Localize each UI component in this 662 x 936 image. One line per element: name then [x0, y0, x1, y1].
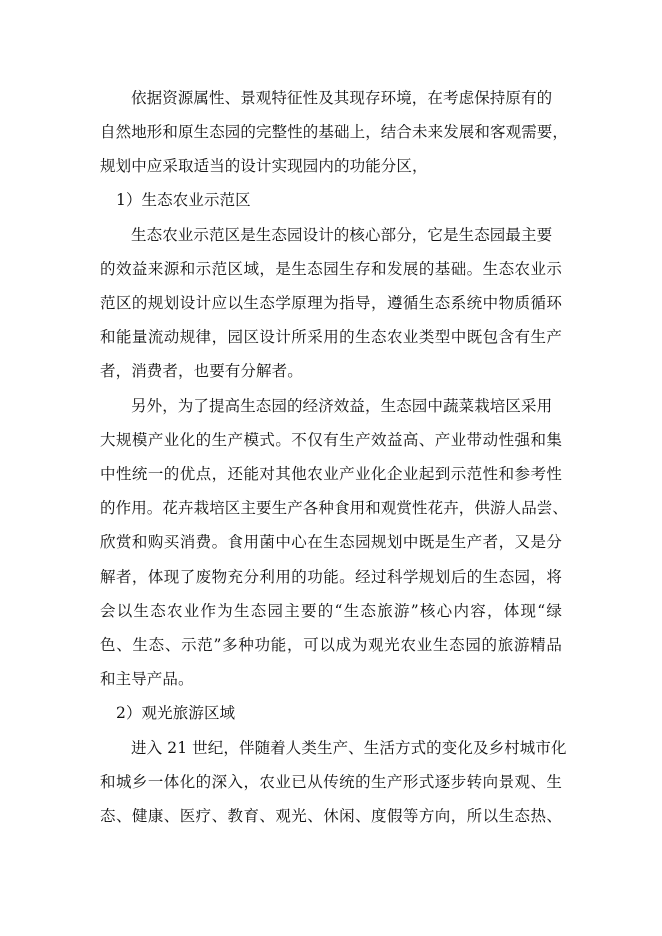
paragraph-1-line-2: 自然地形和原生态园的完整性的基础上，结合未来发展和客观需要，	[100, 123, 569, 141]
paragraph-1-line-1: 依据资源属性、景观特征性及其现存环境，在考虑保持原有的	[131, 89, 553, 107]
paragraph-4-line-1: 进入 21 世纪，伴随着人类生产、生活方式的变化及乡村城市化	[131, 739, 567, 757]
paragraph-2-line-2: 的效益来源和示范区域，是生态园生存和发展的基础。生态农业示	[100, 260, 562, 278]
paragraph-2-line-3: 范区的规划设计应以生态学原理为指导，遵循生态系统中物质循环	[100, 294, 562, 312]
paragraph-3-line-1: 另外，为了提高生态园的经济效益，生态园中蔬菜栽培区采用	[131, 397, 553, 415]
section-heading-1: 1）生态农业示范区	[116, 191, 251, 209]
paragraph-2-line-4: 和能量流动规律，园区设计所采用的生态农业类型中既包含有生产	[100, 328, 562, 346]
paragraph-4-line-2: 和城乡一体化的深入，农业已从传统的生产形式逐步转向景观、生	[100, 773, 562, 791]
paragraph-2-line-1: 生态农业示范区是生态园设计的核心部分，它是生态园最主要	[131, 226, 553, 244]
paragraph-4-line-3: 态、健康、医疗、教育、观光、休闲、度假等方向，所以生态热、	[100, 807, 562, 825]
paragraph-1-line-3: 规划中应采取适当的设计实现园内的功能分区，	[100, 157, 428, 175]
paragraph-3-line-3: 中性统一的优点，还能对其他农业产业化企业起到示范性和参考性	[100, 465, 562, 483]
paragraph-3-line-6: 解者，体现了废物充分利用的功能。经过科学规划后的生态园，将	[100, 568, 562, 586]
paragraph-2-line-5: 者，消费者，也要有分解者。	[100, 362, 303, 380]
paragraph-3-line-2: 大规模产业化的生产模式。不仅有生产效益高、产业带动性强和集	[100, 431, 562, 449]
paragraph-3-line-5: 欣赏和购买消费。食用菌中心在生态园规划中既是生产者，又是分	[100, 533, 562, 551]
paragraph-3-line-9: 和主导产品。	[100, 670, 194, 688]
paragraph-3-line-7: 会以生态农业作为生态园主要的“生态旅游”核心内容，体现“绿	[100, 602, 562, 620]
section-heading-2: 2）观光旅游区域	[116, 704, 236, 722]
paragraph-3-line-4: 的作用。花卉栽培区主要生产各种食用和观赏性花卉，供游人品尝、	[100, 499, 569, 517]
paragraph-3-line-8: 色、生态、示范”多种功能，可以成为观光农业生态园的旅游精品	[100, 636, 562, 654]
